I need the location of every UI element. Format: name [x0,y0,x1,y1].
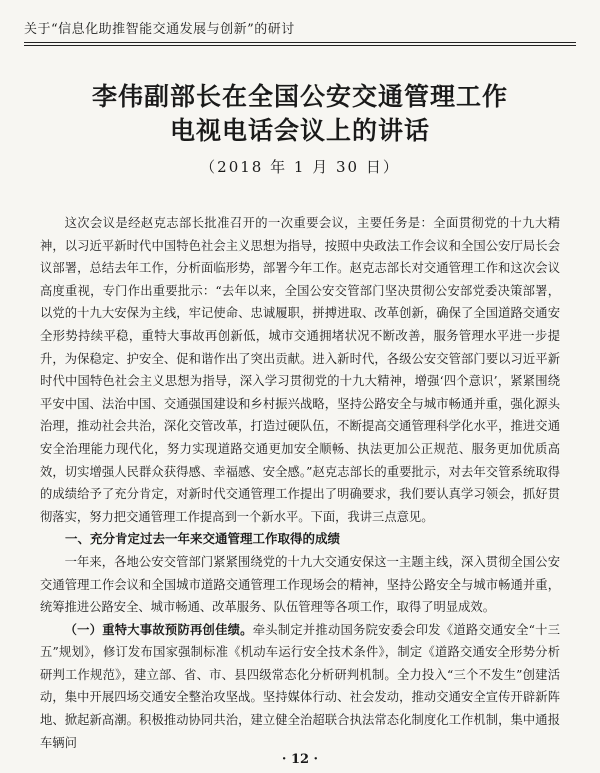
subsection-body: 牵头制定并推动国务院安委会印发《道路交通安全“十三五”规划》，修订发布国家强制标准《机动车运行安全技术条件》，制定《道路交通安全形势分析研判工作规范》，建立部、省、市、县四级常态化分析研判机制。全力投入“三个不发生”创建活动，集中开展四场交通安全整治攻坚战。坚持媒体行动、社会发动，推动交通安全宣传开辟新阵地、掀起新高潮。积极推动协同共治，建立健全治超联合执法常态化制度化工作机制，集中通报车辆问 [40,622,560,750]
page-number: · 12 · [281,752,319,767]
section-paragraph: 一年来，各地公安交管部门紧紧围绕党的十九大交通安保这一主题主线，深入贯彻全国公安交通管理工作会议和全国城市道路交通管理工作现场会的精神，坚持公路安全与城市畅通并重，统筹推进公路安全、城市畅通、改革服务、队伍管理等各项工作，取得了明显成效。 [40,554,560,615]
subsection-heading: （一）重特大事故预防再创佳绩。 [64,622,253,637]
title-line-1: 李伟副部长在全国公安交通管理工作 [91,82,508,111]
page-title [0,80,600,148]
intro-paragraph: 这次会议是经赵克志部长批准召开的一次重要会议，主要任务是：全面贯彻党的十九大精神，以习近平新时代中国特色社会主义思想为指导，按照中央政法工作会议和全国公安厅局长会议部署，总结去年工作，分析面临形势，部署今年工作。赵克志部长对交通管理工作和这次会议高度重视，专门作出重要批示：“去年以来，全国公安交管部门坚决贯彻公安部党委决策部署，以党的十九大安保为主线，牢记使命、忠诚履职，拼搏进取、改革创新，确保了全国道路交通安全形势持续平稳，重特大事故再创新低，城市交通拥堵状况不断改善，服务管理水平进一步提升，为保稳定、护安全、促和谐作出了突出贡献。进入新时代，各级公安交管部门要以习近平新时代中国特色社会主义思想为指导，深入学习贯彻党的十九大精神，增强‘四个意识’，紧紧围绕平安中国、法治中国、交通强国建设和乡村振兴战略，坚持公路安全与城市畅通并重，强化源头治理，推动社会共治，深化交管改革，打造过硬队伍，不断提高交通管理科学化水平，推进交通安全治理能力现代化，努力实现道路交通更加安全顺畅、执法更加公正规范、服务更加优质高效，切实增强人民群众获得感、幸福感、安全感。”赵克志部长的重要批示，对去年交管系统取得的成绩给予了充分肯定，对新时代交通管理工作提出了明确要求，我们要认真学习领会，抓好贯彻落实，努力把交通管理工作提高到一个新水平。下面，我讲三点意见。 [40,216,560,524]
title-line-2: 电视电话会议上的讲话 [169,116,430,145]
subsection-paragraph [40,619,560,755]
running-head: 关于“信息化助推智能交通发展与创新”的研讨 [24,18,576,43]
section-heading: 一、充分肯定过去一年来交通管理工作取得的成绩 [65,531,341,547]
speech-date: （2018 年 1 月 30 日） [200,158,400,176]
article-body [40,212,560,754]
